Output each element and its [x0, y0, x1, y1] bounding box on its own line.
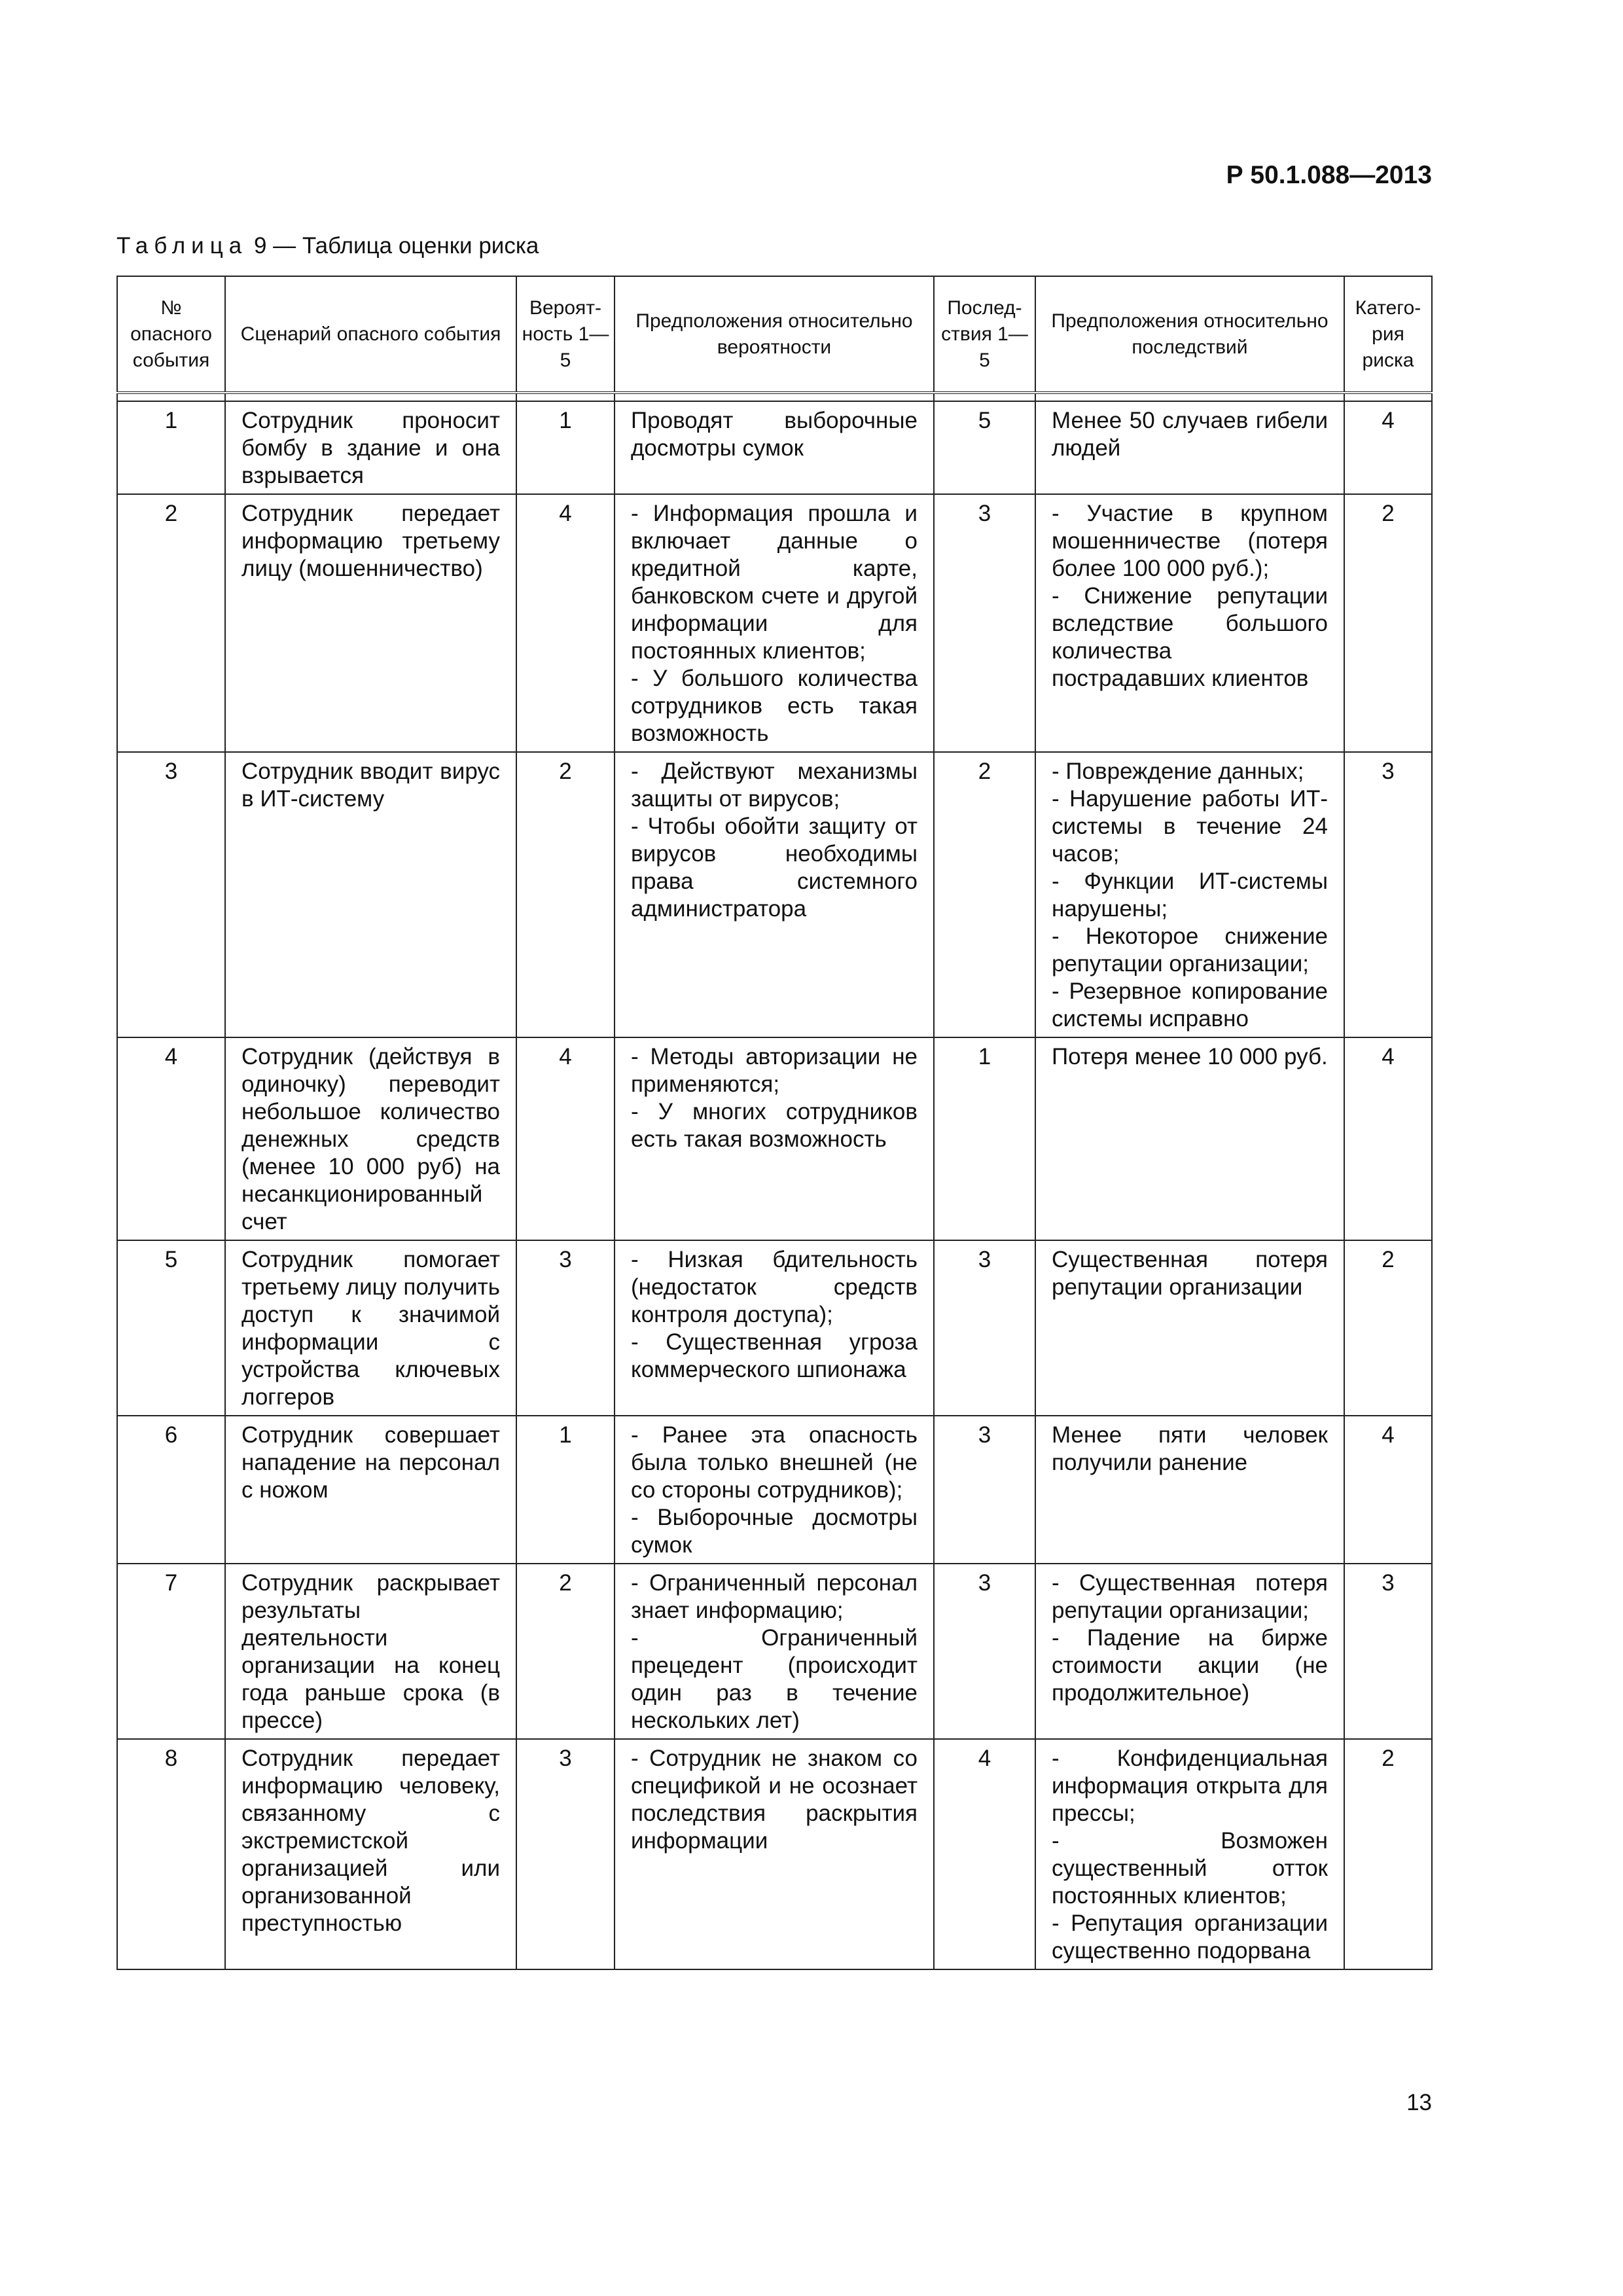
probability-cell: 2 — [516, 1564, 615, 1739]
scenario-cell: Сотрудник вводит вирус в ИТ-систему — [225, 752, 516, 1037]
event-number-cell: 6 — [117, 1416, 225, 1564]
risk-category-cell: 4 — [1344, 1037, 1432, 1240]
column-header-probability: Вероят-ность 1—5 — [516, 276, 615, 393]
consequence-assumptions-cell: - Повреждение данных; - Нарушение работы ИТ-системы в течение 24 часов; - Функции ИТ-системы нарушены; - Некоторое снижение репутации организации; - Резервное копирование системы исправно — [1035, 752, 1344, 1037]
table-row — [117, 1240, 1432, 1416]
consequences-cell: 3 — [934, 1240, 1035, 1416]
consequence-assumptions-cell: Существенная потеря репутации организации — [1035, 1240, 1344, 1416]
probability-cell: 1 — [516, 401, 615, 494]
column-header-event-number: № опасного события — [117, 276, 225, 393]
table-row — [117, 1739, 1432, 1969]
risk-category-cell: 4 — [1344, 1416, 1432, 1564]
consequence-assumptions-cell: - Существенная потеря репутации организации; - Падение на бирже стоимости акции (не продолжительное) — [1035, 1564, 1344, 1739]
probability-cell: 2 — [516, 752, 615, 1037]
risk-category-cell: 3 — [1344, 752, 1432, 1037]
scenario-cell: Сотрудник совершает нападение на персонал с ножом — [225, 1416, 516, 1564]
table-row — [117, 494, 1432, 752]
table-row — [117, 1037, 1432, 1240]
event-number-cell: 7 — [117, 1564, 225, 1739]
consequences-cell: 1 — [934, 1037, 1035, 1240]
table-row — [117, 401, 1432, 494]
scenario-cell: Сотрудник (действуя в одиночку) переводит небольшое количество денежных средств (менее 10 000 руб) на несанкционированный счет — [225, 1037, 516, 1240]
column-header-scenario: Сценарий опасного события — [225, 276, 516, 393]
table-caption-title: 9 — Таблица оценки риска — [247, 233, 539, 259]
column-header-consequence-assumptions: Предположения относительно последствий — [1035, 276, 1344, 393]
consequence-assumptions-cell: Потеря менее 10 000 руб. — [1035, 1037, 1344, 1240]
consequence-assumptions-cell: - Участие в крупном мошенничестве (потеря более 100 000 руб.); - Снижение репутации вследствие большого количества пострадавших клиентов — [1035, 494, 1344, 752]
scenario-cell: Сотрудник раскрывает результаты деятельности организации на конец года раньше срока (в прессе) — [225, 1564, 516, 1739]
probability-assumptions-cell: - Информация прошла и включает данные о кредитной карте, банковском счете и другой информации для постоянных клиентов; - У большого количества сотрудников есть такая возможность — [615, 494, 934, 752]
consequences-cell: 2 — [934, 752, 1035, 1037]
event-number-cell: 5 — [117, 1240, 225, 1416]
risk-category-cell: 3 — [1344, 1564, 1432, 1739]
scenario-cell: Сотрудник передает информацию третьему лицу (мошенничество) — [225, 494, 516, 752]
scenario-cell: Сотрудник проносит бомбу в здание и она взрывается — [225, 401, 516, 494]
probability-cell: 3 — [516, 1240, 615, 1416]
consequences-cell: 3 — [934, 1564, 1035, 1739]
probability-cell: 4 — [516, 1037, 615, 1240]
risk-category-cell: 2 — [1344, 1240, 1432, 1416]
column-header-probability-assumptions: Предположения относительно вероятности — [615, 276, 934, 393]
event-number-cell: 4 — [117, 1037, 225, 1240]
scenario-cell: Сотрудник передает информацию человеку, связанному с экстремистской организацией или организованной преступностью — [225, 1739, 516, 1969]
probability-assumptions-cell: - Ранее эта опасность была только внешней (не со стороны сотрудников); - Выборочные досмотры сумок — [615, 1416, 934, 1564]
probability-cell: 4 — [516, 494, 615, 752]
probability-assumptions-cell: Проводят выборочные досмотры сумок — [615, 401, 934, 494]
consequences-cell: 3 — [934, 494, 1035, 752]
consequence-assumptions-cell: Менее пяти человек получили ранение — [1035, 1416, 1344, 1564]
table-body — [117, 401, 1432, 1969]
risk-category-cell: 2 — [1344, 494, 1432, 752]
probability-cell: 1 — [516, 1416, 615, 1564]
page-number: 13 — [1406, 2090, 1432, 2115]
consequences-cell: 3 — [934, 1416, 1035, 1564]
header-separator-row — [117, 393, 1432, 401]
scenario-cell: Сотрудник помогает третьему лицу получить доступ к значимой информации с устройства ключевых логгеров — [225, 1240, 516, 1416]
probability-assumptions-cell: - Методы авторизации не применяются; - У многих сотрудников есть такая возможность — [615, 1037, 934, 1240]
consequence-assumptions-cell: - Конфиденциальная информация открыта для прессы; - Возможен существенный отток постоянных клиентов; - Репутация организации существенно подорвана — [1035, 1739, 1344, 1969]
consequence-assumptions-cell: Менее 50 случаев гибели людей — [1035, 401, 1344, 494]
table-row — [117, 752, 1432, 1037]
table-header-row — [117, 276, 1432, 393]
event-number-cell: 1 — [117, 401, 225, 494]
risk-category-cell: 2 — [1344, 1739, 1432, 1969]
event-number-cell: 3 — [117, 752, 225, 1037]
column-header-consequences: Послед-ствия 1—5 — [934, 276, 1035, 393]
table-caption-label: Таблица — [116, 233, 248, 259]
document-code: Р 50.1.088—2013 — [1226, 161, 1432, 189]
column-header-risk-category: Катего-рия риска — [1344, 276, 1432, 393]
consequences-cell: 4 — [934, 1739, 1035, 1969]
table-row — [117, 1416, 1432, 1564]
probability-assumptions-cell: - Ограниченный персонал знает информацию; - Ограниченный прецедент (происходит один раз в течение нескольких лет) — [615, 1564, 934, 1739]
probability-assumptions-cell: - Действуют механизмы защиты от вирусов; - Чтобы обойти защиту от вирусов необходимы права системного администратора — [615, 752, 934, 1037]
consequences-cell: 5 — [934, 401, 1035, 494]
table-caption — [116, 233, 539, 259]
event-number-cell: 8 — [117, 1739, 225, 1969]
table-row — [117, 1564, 1432, 1739]
probability-assumptions-cell: - Сотрудник не знаком со спецификой и не осознает последствия раскрытия информации — [615, 1739, 934, 1969]
probability-cell: 3 — [516, 1739, 615, 1969]
risk-category-cell: 4 — [1344, 401, 1432, 494]
probability-assumptions-cell: - Низкая бдительность (недостаток средств контроля доступа); - Существенная угроза коммерческого шпионажа — [615, 1240, 934, 1416]
event-number-cell: 2 — [117, 494, 225, 752]
risk-assessment-table — [116, 276, 1433, 1970]
